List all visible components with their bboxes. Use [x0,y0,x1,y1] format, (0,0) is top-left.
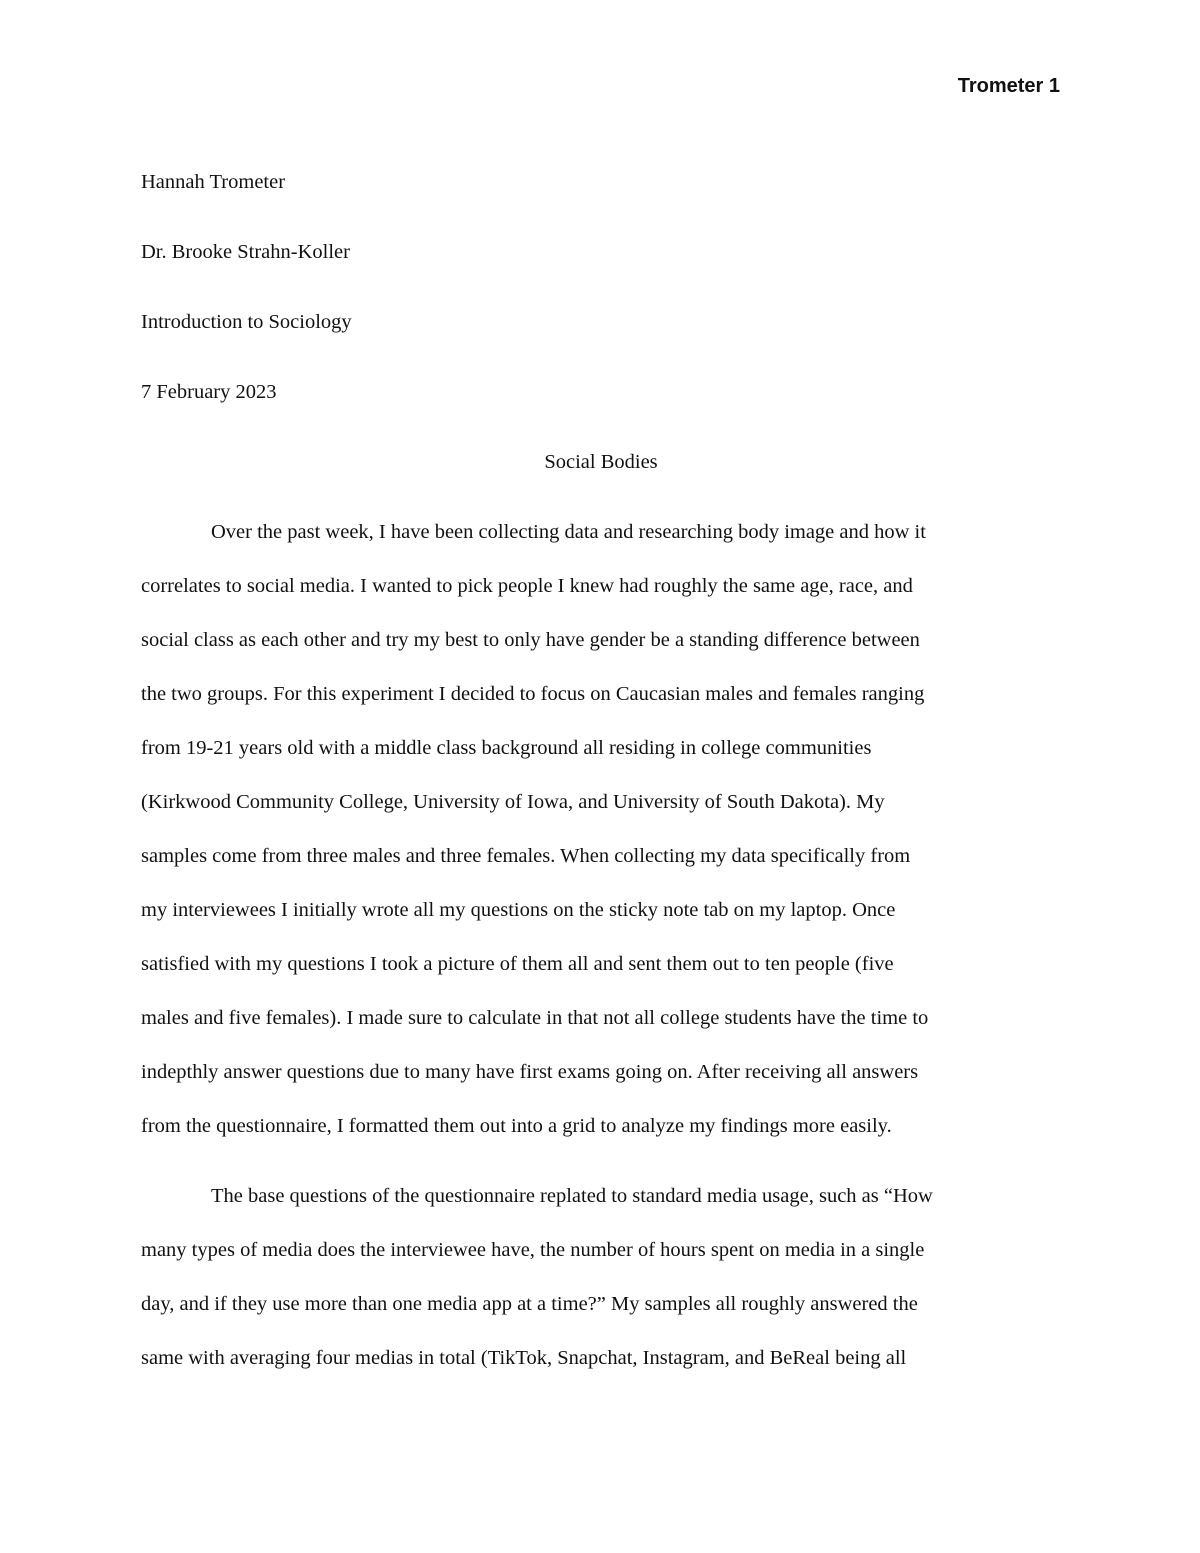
paragraph-line: from 19-21 years old with a middle class background all residing in college communities [141,737,872,759]
paragraph-line: satisfied with my questions I took a picture of them all and sent them out to ten people (five [141,953,894,975]
document-date: 7 February 2023 [141,381,277,403]
paragraph-line: my interviewees I initially wrote all my questions on the sticky note tab on my laptop. Once [141,899,896,921]
running-head: Trometer 1 [957,75,1060,97]
paragraph-line: same with averaging four medias in total (TikTok, Snapchat, Instagram, and BeReal being all [141,1347,907,1369]
instructor-name: Dr. Brooke Strahn-Koller [141,241,350,263]
document-title: Social Bodies [544,451,658,473]
paragraph-line: indepthly answer questions due to many have first exams going on. After receiving all answers [141,1061,919,1083]
student-name: Hannah Trometer [141,171,286,193]
paragraph-line: many types of media does the interviewee have, the number of hours spent on media in a single [141,1239,925,1261]
paragraph-line: (Kirkwood Community College, University of Iowa, and University of South Dakota). My [141,791,885,813]
paragraph-line: correlates to social media. I wanted to pick people I knew had roughly the same age, race, and [141,575,913,597]
document-body [141,164,1061,1394]
paragraph-line: from the questionnaire, I formatted them out into a grid to analyze my findings more easily. [141,1115,892,1137]
paragraph-line: Over the past week, I have been collecting data and researching body image and how it [211,521,926,543]
paragraph-line: The base questions of the questionnaire replated to standard media usage, such as “How [211,1185,933,1207]
paragraph-line: samples come from three males and three females. When collecting my data specifically from [141,845,911,867]
paragraph-2 [141,1178,1061,1394]
paragraph-line: social class as each other and try my best to only have gender be a standing difference between [141,629,920,651]
paragraph-line: males and five females). I made sure to calculate in that not all college students have the time to [141,1007,929,1029]
paragraph-line: day, and if they use more than one media app at a time?” My samples all roughly answered the [141,1293,918,1315]
paragraph-1 [141,514,1061,1162]
course-name: Introduction to Sociology [141,311,352,333]
paragraph-line: the two groups. For this experiment I decided to focus on Caucasian males and females ranging [141,683,925,705]
